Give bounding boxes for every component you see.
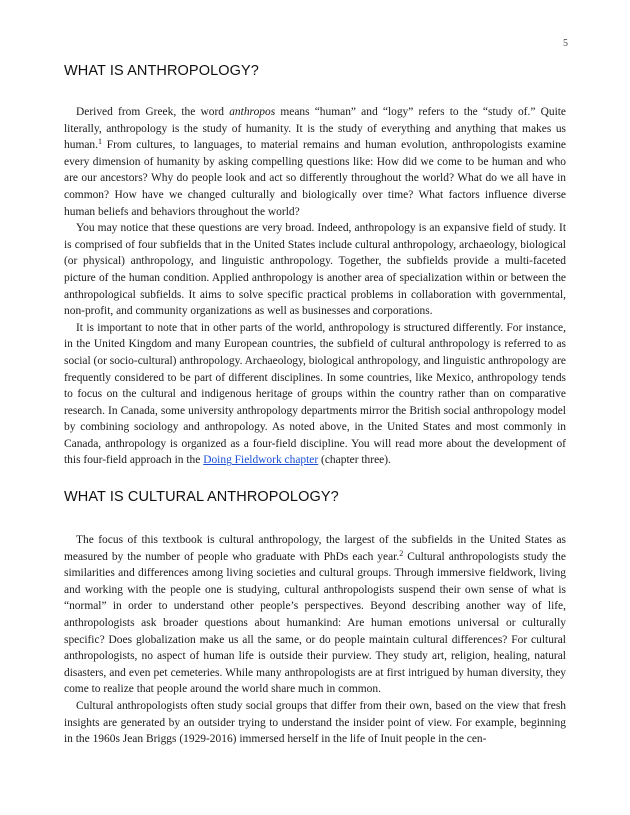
paragraph: You may notice that these questions are very broad. Indeed, anthropology is an expansive field of study. It is comprised of four subfields that in the United States include cultural anthropology, archaeology, biological (or physical) anthropology, and linguistic anthropology. Together, the subfields provide a multi-faceted picture of the human condition. Applied anthropology is another area of specialization within or between the anthropological subfields. It aims to solve specific practical problems in collaboration with governmental, non-profit, and community organizations as well as businesses and corporations. — [64, 222, 566, 318]
section-body-cultural-anthropology — [64, 532, 566, 748]
section-heading-what-is-cultural-anthropology: WHAT IS CULTURAL ANTHROPOLOGY? — [64, 489, 339, 505]
text-run: Derived from Greek, the word — [76, 106, 230, 118]
paragraph: Cultural anthropologists often study social groups that differ from their own, based on the view that fresh insights are generated by an outsider trying to understand the insider point of view. For example, beginning in the 1960s Jean Briggs (1929-2016) immersed herself in the life of Inuit people in the cen- — [64, 699, 566, 746]
text-run: Cultural anthropologists study the similarities and differences among living societies and cultural groups. Through immersive fieldwork, living and working with the people one is studying, cultural anthropologists suspend their own sense of what is “normal” in order to understand other people’s perspectives. Beyond describing another way of life, anthropologists ask broader questions about humankind: Are human emotions universal or culturally specific? Does globalization make us all the same, or do people maintain cultural differences? For cultural anthropologists, no aspect of human life is outside their purview. They study art, religion, healing, natural disasters, and even pet cemeteries. While many anthropologists are at first intrigued by human diversity, they come to realize that people around the world share much in common. — [64, 550, 566, 696]
doing-fieldwork-chapter-link[interactable]: Doing Fieldwork chapter — [203, 454, 319, 467]
section-heading-what-is-anthropology: WHAT IS ANTHROPOLOGY? — [64, 63, 259, 79]
text-run: From cultures, to languages, to material remains and human evolution, anthropologists examine every dimension of humanity by asking compelling questions like: How did we come to be human and who are our ancestors? Why do people look and act so differently throughout the world? What do we all have in common? How have we changed culturally and biologically over time? What factors influence diverse human beliefs and behaviors throughout the world? — [64, 139, 566, 218]
text-run: means “human” and “logy” refers to the “study of.” Quite literally, anthropology is the study of humanity. It is the study of everything and anything that makes us human. — [64, 106, 566, 152]
text-run: It is important to note that in other parts of the world, anthropology is structured differently. For instance, in the United Kingdom and many European countries, the subfield of cultural anthropology is referred to as social (or socio-cultural) anthropology. Archaeology, biological anthropology, and linguistic anthropology are frequently considered to be part of different disciplines. In some countries, like Mexico, anthropology tends to focus on the cultural and indigenous heritage of groups within the country rather than on comparative research. In Canada, some university anthropology departments mirror the British social anthropology model by combining sociology and anthropology. As noted above, in the United States and most commonly in Canada, anthropology is organized as a four-field discipline. You will read more about the development of this four-field approach in the — [64, 321, 566, 467]
paragraph — [64, 320, 566, 469]
paragraph — [64, 532, 566, 698]
text-run: (chapter three). — [318, 454, 391, 467]
italic-term: anthropos — [229, 106, 276, 118]
footnote-ref[interactable]: 2 — [399, 548, 404, 558]
paragraph — [64, 104, 566, 220]
footnote-ref[interactable]: 1 — [98, 137, 102, 147]
section-body-anthropology — [64, 104, 566, 469]
page-number: 5 — [563, 38, 568, 49]
text-run: The focus of this textbook is cultural anthropology, the largest of the subfields in the United States as measured by the number of people who graduate with PhDs each year. — [64, 534, 566, 563]
